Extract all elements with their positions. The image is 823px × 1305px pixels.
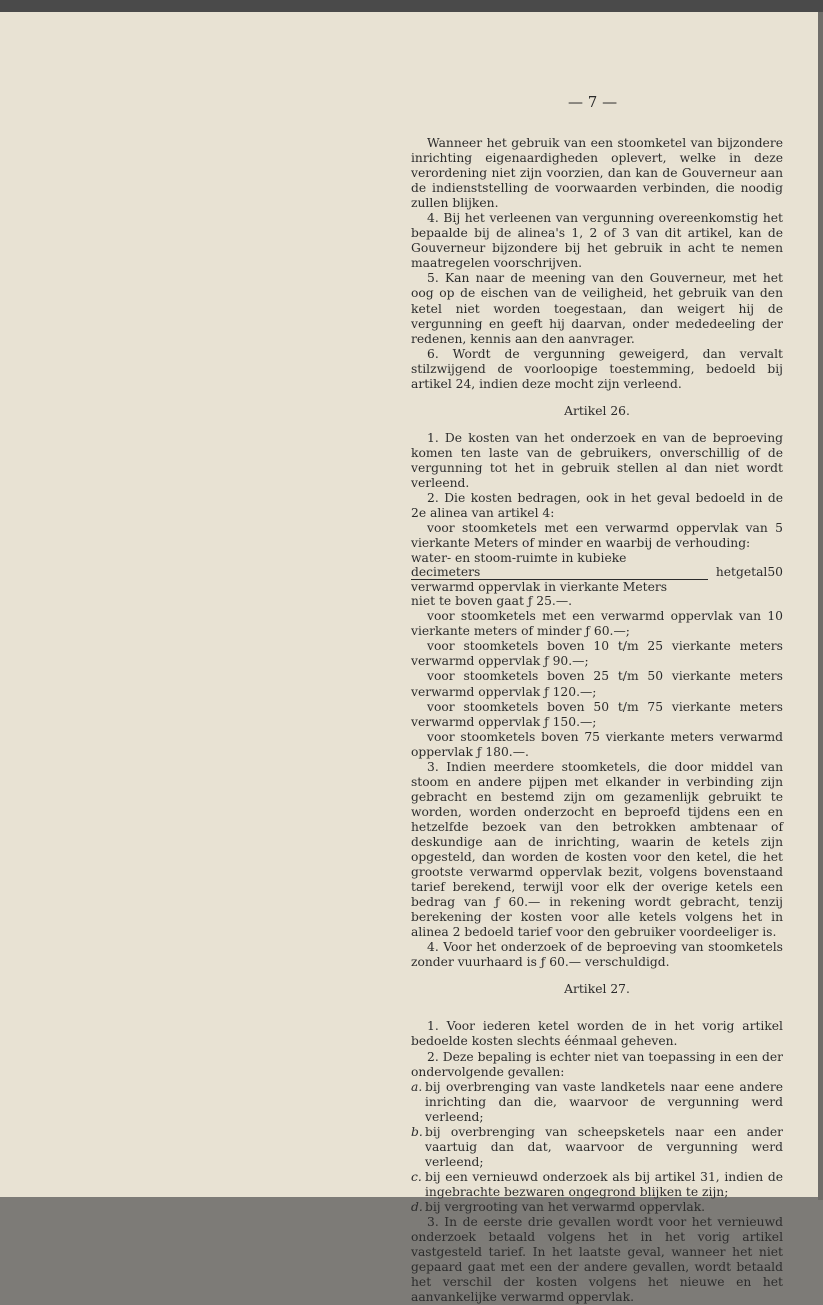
tariff-line: voor stoomketels boven 50 t/m 75 vierkante meters verwarmd oppervlak ƒ 150.—; <box>411 699 783 729</box>
tariff-line: voor stoomketels boven 10 t/m 25 vierkante meters verwarmd oppervlak ƒ 90.—; <box>411 639 783 669</box>
list-label: b. <box>411 1124 423 1139</box>
fraction-text-b: getal <box>735 565 768 580</box>
fraction-text-c: 50 <box>767 565 783 580</box>
list-text: bij vergrooting van het verwarmd oppervlak. <box>425 1200 706 1214</box>
paragraph: 2. Deze bepaling is echter niet van toepassing in een der ondervolgende gevallen: <box>411 1049 783 1079</box>
list-text: bij overbrenging van vaste landketels naar eene andere inrichting dan die, waarvoor de vergunning werd verleend; <box>425 1079 783 1124</box>
text-column <box>411 136 783 1305</box>
scan-top-border <box>0 0 823 12</box>
article-26-heading: Artikel 26. <box>564 403 630 418</box>
list-label: a. <box>411 1079 423 1094</box>
fraction-denominator: verwarmd oppervlak in vierkante Meters <box>411 580 668 595</box>
ratio-fraction <box>411 551 783 594</box>
paragraph: niet te boven gaat ƒ 25.—. <box>411 594 573 609</box>
paragraph: 1. Voor iederen ketel worden de in het vorig artikel bedoelde kosten slechts éénmaal geheven. <box>411 1019 783 1049</box>
fraction-text-a: het <box>715 565 736 580</box>
list-item <box>411 1200 783 1215</box>
page-edge <box>818 12 823 1200</box>
list-item <box>411 1080 783 1125</box>
paragraph: 6. Wordt de vergunning geweigerd, dan vervalt stilzwijgend de voorloopige toestemming, bedoeld bij artikel 24, indien deze mocht zijn verleend. <box>411 346 783 391</box>
paragraph: 5. Kan naar de meening van den Gouverneur, met het oog op de eischen van de veiligheid, het gebruik van den ketel niet worden toegestaan, dan weigert hij de vergunning en geeft hij daarvan, onder mededeeling der redenen, kennis aan den aanvrager. <box>411 271 783 346</box>
tariff-line: voor stoomketels boven 75 vierkante meters verwarmd oppervlak ƒ 180.—. <box>411 729 783 759</box>
list-item <box>411 1170 783 1200</box>
list-text: bij overbrenging van scheepsketels naar een ander vaartuig dan dat, waarvoor de vergunning werd verleend; <box>425 1124 783 1169</box>
page-number: — 7 — <box>568 93 618 111</box>
tariff-line: voor stoomketels met een verwarmd oppervlak van 10 vierkante meters of minder ƒ 60.—; <box>411 609 783 639</box>
paragraph: 4. Voor het onderzoek of de beproeving van stoomketels zonder vuurhaard is ƒ 60.— verschuldigd. <box>411 940 783 970</box>
paragraph: 3. In de eerste drie gevallen wordt voor het vernieuwd onderzoek betaald volgens het in het vorig artikel vastgesteld tarief. In het laatste geval, wanneer het niet gepaard gaat met een der andere gevallen, wordt betaald het verschil der kosten volgens het nieuwe en het aanvankelijke verwarmd oppervlak. <box>411 1215 783 1305</box>
list-item <box>411 1125 783 1170</box>
paragraph: Wanneer het gebruik van een stoomketel van bijzondere inrichting eigenaardigheden oplevert, welke in deze verordening niet zijn voorzien, dan kan de Gouverneur aan de indienststelling de voorwaarden verbinden, die noodig zullen blijken. <box>411 136 783 211</box>
paragraph: 3. Indien meerdere stoomketels, die door middel van stoom en andere pijpen met elkander in verbinding zijn gebracht en bestemd zijn om gezamenlijk gebruikt te worden, worden onderzocht en beproefd tijdens een en hetzelfde bezoek van den betrokken ambtenaar of deskundige aan de inrichting, waarin de ketels zijn opgesteld, dan worden de kosten voor den ketel, die het grootste verwarmd oppervlak bezit, volgens bovenstaand tarief berekend, terwijl voor elk der overige ketels een bedrag van ƒ 60.— in rekening wordt gebracht, tenzij berekening der kosten voor alle ketels volgens het in alinea 2 bedoeld tarief voor den gebruiker voordeeliger is. <box>411 759 783 940</box>
paragraph: 1. De kosten van het onderzoek en van de beproeving komen ten laste van de gebruikers, onverschillig of de vergunning tot het in gebruik stellen al dan niet wordt verleend. <box>411 430 783 490</box>
list-label: d. <box>411 1200 423 1214</box>
list-text: bij een vernieuwd onderzoek als bij artikel 31, indien de ingebrachte bezwaren ongegrond blijken te zijn; <box>425 1169 783 1199</box>
paragraph: 4. Bij het verleenen van vergunning overeenkomstig het bepaalde bij de alinea's 1, 2 of 3 van dit artikel, kan de Gouverneur bijzondere bij het gebruik in acht te nemen maatregelen voorschrijven. <box>411 211 783 271</box>
article-27-heading: Artikel 27. <box>564 982 630 997</box>
list-label: c. <box>411 1169 422 1184</box>
paragraph: voor stoomketels met een verwarmd oppervlak van 5 vierkante Meters of minder en waarbij de verhouding: <box>411 521 783 551</box>
fraction-numerator: water- en stoom-ruimte in kubieke decimeters <box>411 551 708 580</box>
tariff-line: voor stoomketels boven 25 t/m 50 vierkante meters verwarmd oppervlak ƒ 120.—; <box>411 669 783 699</box>
paragraph: 2. Die kosten bedragen, ook in het geval bedoeld in de 2e alinea van artikel 4: <box>411 491 783 521</box>
